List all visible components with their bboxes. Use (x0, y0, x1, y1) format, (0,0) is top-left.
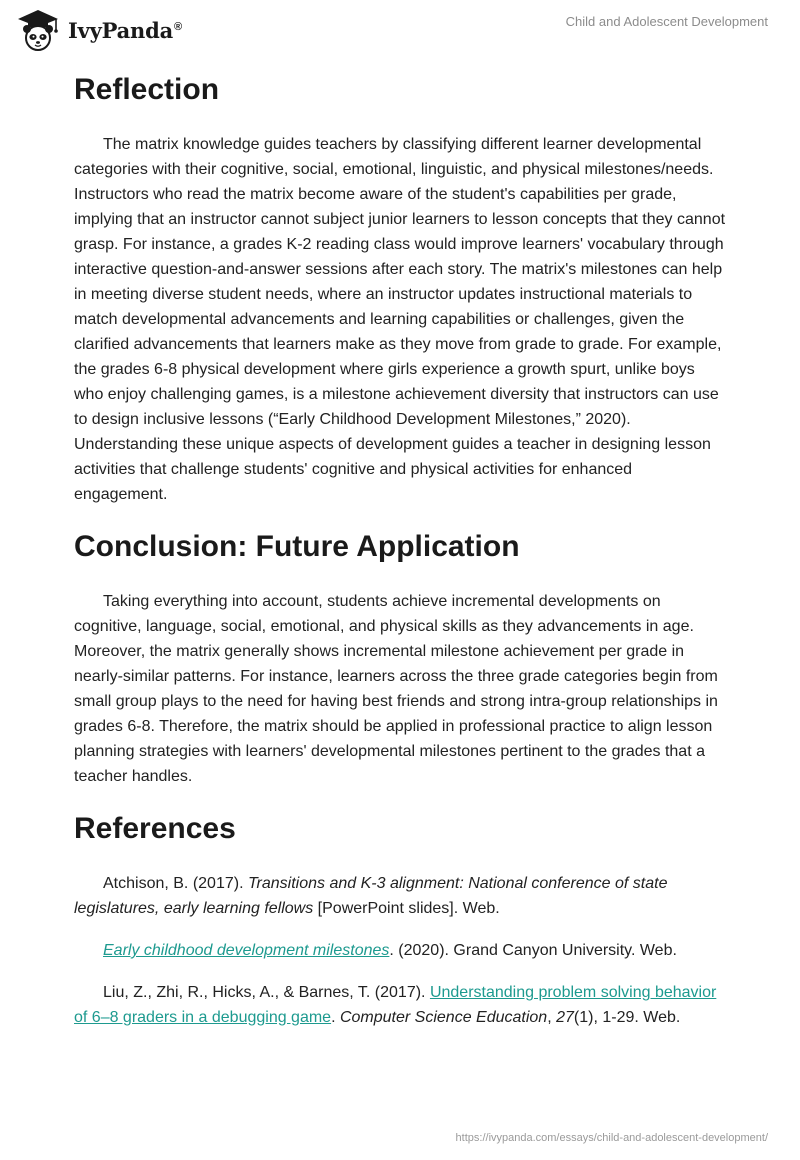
page-header (0, 0, 800, 60)
journal-volume: 27 (556, 1009, 574, 1026)
source-url[interactable]: https://ivypanda.com/essays/child-and-adolescent-development/ (455, 1132, 768, 1144)
conclusion-paragraph: Taking everything into account, students achieve incremental developments on cognitive, language, social, emotional, and physical skills as they advancements in age. Moreover, the matrix generally shows incremental milestone achievement per grade in nearly-similar patterns. For instance, learners across the three grade categories begin from small group plays to the need for having best friends and strong intra-group relationships in grades 6-8. Therefore, the matrix should be applied in professional practice to align lesson planning strategies with learners' developmental milestones pertinent to the grades that a teacher handles. (74, 593, 718, 785)
logo-text: IvyPanda® (68, 17, 182, 43)
journal-title: Computer Science Education (339, 1009, 548, 1026)
reference-item: Liu, Z., Zhi, R., Hicks, A., & Barnes, T. (2017). Understanding problem solving behavior of 6–8 graders in a debugging game. Computer Science Education, 27(1), 1-29. Web. (74, 984, 717, 1026)
conclusion-section (74, 525, 726, 789)
reflection-heading: Reflection (74, 73, 220, 106)
references-heading: References (74, 812, 236, 845)
ivypanda-logo[interactable] (14, 8, 182, 52)
reference-item: Early childhood development milestones. (2020). Grand Canyon University. Web. (103, 942, 677, 959)
document-title: Child and Adolescent Development (565, 14, 768, 29)
essay-content (74, 68, 726, 1047)
reflection-paragraph: The matrix knowledge guides teachers by classifying different learner developmental categories with their cognitive, social, emotional, linguistic, and physical milestones/needs. Instructors who read the matrix become aware of the student's capabilities per grade, implying that an instructor cannot subject junior learners to lesson concepts that they cannot grasp. For instance, a grades K-2 reading class would improve learners' vocabulary through interactive question-and-answer sessions after each story. The matrix's milestones can help in meeting diverse student needs, where an instructor updates instructional materials to match developmental advancements and learning capabilities or challenges, given the clarified advancements that learners make as they move from grade to grade. For example, the grades 6-8 physical development where girls experience a growth spurt, unlike boys who enjoy challenging games, is a milestone achievement diversity that instructors can use to design inclusive lessons (“Early Childhood Development Milestones,” 2020). Understanding these unique aspects of development guides a teacher in designing lesson activities that challenge students' cognitive and physical activities for enhanced engagement. (74, 136, 726, 503)
reference-link[interactable]: Early childhood development milestones (103, 942, 390, 959)
conclusion-heading: Conclusion: Future Application (74, 530, 520, 563)
panda-logo-icon (14, 8, 62, 52)
reference-item: Atchison, B. (2017). Transitions and K-3 alignment: National conference of state legislatures, early learning fellows [PowerPoint slides]. Web. (74, 875, 668, 917)
reference-title: Transitions and K-3 alignment: National conference of state legislatures, early learning fellows (74, 875, 668, 917)
references-section (74, 807, 726, 1030)
reflection-section (74, 68, 726, 507)
reference-link[interactable]: Understanding problem solving behavior of 6–8 graders in a debugging game (74, 984, 717, 1026)
